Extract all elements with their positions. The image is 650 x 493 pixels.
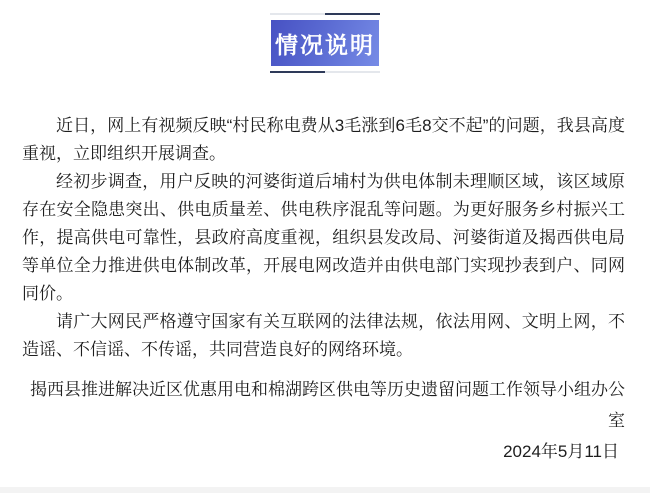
line-segment-light <box>325 71 380 73</box>
line-segment-light <box>270 13 325 15</box>
bottom-strip <box>0 487 650 493</box>
signature-office: 揭西县推进解决近区优惠用电和棉湖跨区供电等历史遗留问题工作领导小组办公室 <box>30 380 625 430</box>
paragraph-netizen-appeal: 请广大网民严格遵守国家有关互联网的法律法规，依法用网、文明上网，不造谣、不信谣、不传谣，共同营造良好的网络环境。 <box>22 312 625 359</box>
decorative-line-top <box>270 13 380 15</box>
line-segment-dark <box>325 13 380 15</box>
title-badge <box>271 20 379 66</box>
statement-body <box>0 112 650 467</box>
paragraph-investigation-start: 近日，网上有视频反映“村民称电费从3毛涨到6毛8交不起”的问题，我县高度重视，立即组织开展调查。 <box>22 116 625 163</box>
decorative-line-bottom <box>270 71 380 73</box>
line-segment-dark <box>270 71 325 73</box>
page-title: 情况说明 <box>275 31 375 58</box>
statement-header <box>0 0 650 73</box>
statement-date: 2024年5月11日 <box>503 442 619 461</box>
paragraph-findings: 经初步调查，用户反映的河婆街道后埔村为供电体制未理顺区域，该区域原存在安全隐患突出、供电质量差、供电秩序混乱等问题。为更好服务乡村振兴工作，提高供电可靠性，县政府高度重视，组织县发改局、河婆街道及揭西供电局等单位全力推进供电体制改革，开展电网改造并由供电部门实现抄表到户、同网同价。 <box>22 172 625 303</box>
